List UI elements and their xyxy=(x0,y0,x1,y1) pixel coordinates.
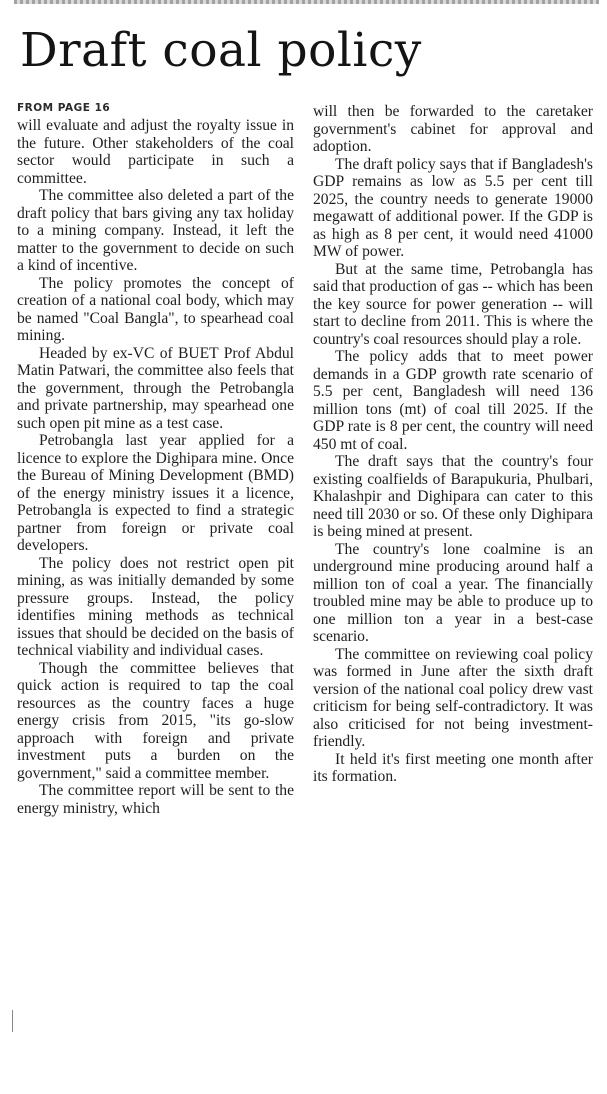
paragraph: The committee on reviewing coal policy was formed in June after the sixth draft version of the national coal policy drew vast criticism for being self-contradictory. It was also criticised for not being investment-friendly. xyxy=(313,645,593,750)
paragraph: Petrobangla last year applied for a licence to explore the Dighipara mine. Once the Bureau of Mining Development (BMD) of the energy ministry issues it a licence, Petrobangla is expected to find a strategic partner from foreign or private coal developers. xyxy=(17,432,294,554)
margin-mark xyxy=(12,1010,13,1032)
top-rule xyxy=(14,0,599,4)
article-column-right xyxy=(313,103,593,786)
page-title: Draft coal policy xyxy=(20,23,422,78)
paragraph: The country's lone coalmine is an underground mine producing around half a million ton of coal a year. The financially troubled mine may be able to produce up to one million ton a year in a best-case scenario. xyxy=(313,540,593,645)
paragraph: It held it's first meeting one month after its formation. xyxy=(313,750,593,785)
paragraph: Headed by ex-VC of BUET Prof Abdul Matin Patwari, the committee also feels that the government, through the Petrobangla and private partnership, may spearhead one such open pit mine as a test case. xyxy=(17,344,294,432)
paragraph: The policy does not restrict open pit mining, as was initially demanded by some pressure groups. Instead, the policy identifies mining methods as technical issues that should be decided on the basis of technical viability and individual cases. xyxy=(17,554,294,659)
paragraph: will then be forwarded to the caretaker government's cabinet for approval and adoption. xyxy=(313,103,593,155)
paragraph: But at the same time, Petrobangla has said that production of gas -- which has been the key source for power generation -- will start to decline from 2011. This is where the country's coal resources should play a role. xyxy=(313,260,593,348)
paragraph: The draft policy says that if Bangladesh's GDP remains as low as 5.5 per cent till 2025, the country needs to generate 19000 megawatt of additional power. If the GDP is as high as 8 per cent, it would need 41000 MW of power. xyxy=(313,155,593,260)
paragraph: The policy adds that to meet power demands in a GDP growth rate scenario of 5.5 per cent, Bangladesh will need 136 million tons (mt) of coal till 2025. If the GDP rate is 8 per cent, the country will need 450 mt of coal. xyxy=(313,348,593,453)
paragraph: will evaluate and adjust the royalty issue in the future. Other stakeholders of the coal sector would participate in such a committee. xyxy=(17,117,294,187)
article-column-left xyxy=(17,100,294,817)
paragraph: Though the committee believes that quick action is required to tap the coal resources as the country faces a huge energy crisis from 2015, "its go-slow approach with foreign and private investment puts a burden on the government," said a committee member. xyxy=(17,659,294,782)
paragraph: The draft says that the country's four existing coalfields of Barapukuria, Phulbari, Khalashpir and Dighipara can cater to this need till 2030 or so. Of these only Dighipara is being mined at present. xyxy=(313,453,593,540)
paragraph: The committee report will be sent to the energy ministry, which xyxy=(17,782,294,817)
continuation-kicker: FROM PAGE 16 xyxy=(17,102,111,114)
paragraph: The committee also deleted a part of the draft policy that bars giving any tax holiday to a mining company. Instead, it left the matter to the government to decide on such a kind of incentive. xyxy=(17,187,294,274)
paragraph: The policy promotes the concept of creation of a national coal body, which may be named "Coal Bangla", to spearhead coal mining. xyxy=(17,274,294,344)
